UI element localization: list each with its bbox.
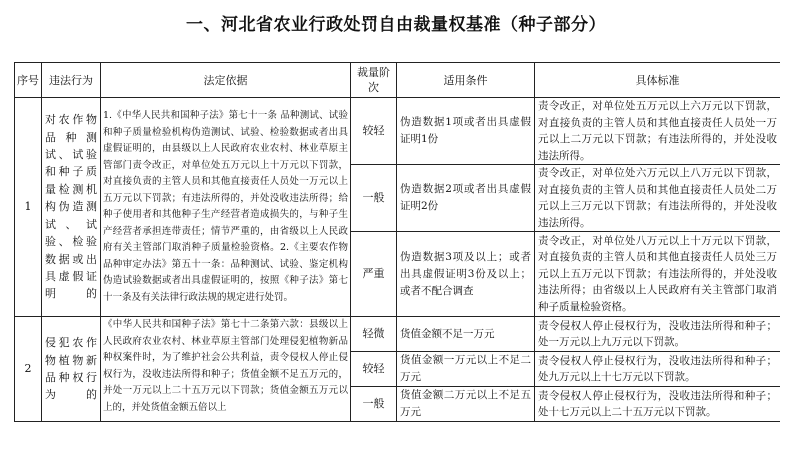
level-cell: 较轻 [351,352,397,387]
penalty-table-frame [14,62,780,469]
condition-cell: 货值金额二万元以上不足五万元 [397,387,535,422]
seq-cell: 2 [15,317,42,422]
header-row [15,63,781,98]
condition-cell: 伪造数据1项或者出具虚假证明1份 [397,98,535,165]
standard-cell: 责令改正，对单位处六万元以上八万元以下罚款，对直接负责的主管人员和其他直接责任人员处二万元以上三万元以下罚款；有违法所得的，并处没收违法所得。 [535,165,781,232]
header-seq: 序号 [15,63,42,98]
header-basis: 法定依据 [101,63,351,98]
table-row [15,98,781,165]
header-level: 裁量阶次 [351,63,397,98]
level-cell: 一般 [351,387,397,422]
header-condition: 适用条件 [397,63,535,98]
basis-cell: 《中华人民共和国种子法》第七十二条第六款：县级以上人民政府农业农村、林业草原主管部门处理侵犯植物新品种权案件时，为了维护社会公共利益，责令侵权人停止侵权行为，没收违法所得和种子；货值金额不足五万元的，并处一万元以上二十五万元以下罚款；货值金额五万元以上的，并处货值金额五倍以上 [101,317,351,422]
penalty-table [14,62,780,422]
header-standard: 具体标准 [535,63,781,98]
table-row [15,317,781,352]
condition-cell: 货值金额一万元以上不足二万元 [397,352,535,387]
violation-cell: 侵犯农作物植物新品种权行为的 [42,317,101,422]
standard-cell: 责令改正，对单位处五万元以上六万元以下罚款，对直接负责的主管人员和其他直接责任人员处一万元以上二万元以下罚款；有违法所得的，并处没收违法所得。 [535,98,781,165]
level-cell: 轻微 [351,317,397,352]
header-violation: 违法行为 [42,63,101,98]
page-title: 一、河北省农业行政处罚自由裁量权基准（种子部分） [186,15,606,35]
condition-cell: 伪造数据3项及以上；或者出具虚假证明3份及以上；或者不配合调查 [397,232,535,317]
level-cell: 较轻 [351,98,397,165]
level-cell: 严重 [351,232,397,317]
seq-cell: 1 [15,98,42,317]
level-cell: 一般 [351,165,397,232]
standard-cell: 责令侵权人停止侵权行为，没收违法所得和种子；处九万元以上十七万元以下罚款。 [535,352,781,387]
standard-cell: 责令侵权人停止侵权行为，没收违法所得和种子；处十七万元以上二十五万元以下罚款。 [535,387,781,422]
violation-cell: 对农作物品种测试、试验和种子质量检测机构伪造测试、试验、检验数据或出具虚假证明的 [42,98,101,317]
condition-cell: 伪造数据2项或者出具虚假证明2份 [397,165,535,232]
standard-cell: 责令改正，对单位处八万元以上十万元以下罚款，对直接负责的主管人员和其他直接责任人员处三万元以上五万元以下罚款；有违法所得的，并处没收违法所得；由省级以上人民政府有关主管部门取消种子质量检验资格。 [535,232,781,317]
standard-cell: 责令侵权人停止侵权行为，没收违法所得和种子；处一万元以上九万元以下罚款。 [535,317,781,352]
basis-cell: 1.《中华人民共和国种子法》第七十一条 品种测试、试验和种子质量检验机构伪造测试、试验、检验数据或者出具虚假证明的，由县级以上人民政府农业农村、林业草原主管部门责令改正，对单位处五万元以上十万元以下罚款，对直接负责的主管人员和其他直接责任人员处一万元以上五万元以下罚款；有违法所得的，并处没收违法所得；给种子使用者和其他种子生产经营者造成损失的，与种子生产经营者承担连带责任；情节严重的，由省级以上人民政府有关主管部门取消种子质量检验资格。2.《主要农作物品种审定办法》第五十一条：品种测试、试验、鉴定机构伪造试验数据或者出具虚假证明的，按照《种子法》第七十一条及有关法律行政法规的规定进行处罚。 [101,98,351,317]
condition-cell: 货值金额不足一万元 [397,317,535,352]
